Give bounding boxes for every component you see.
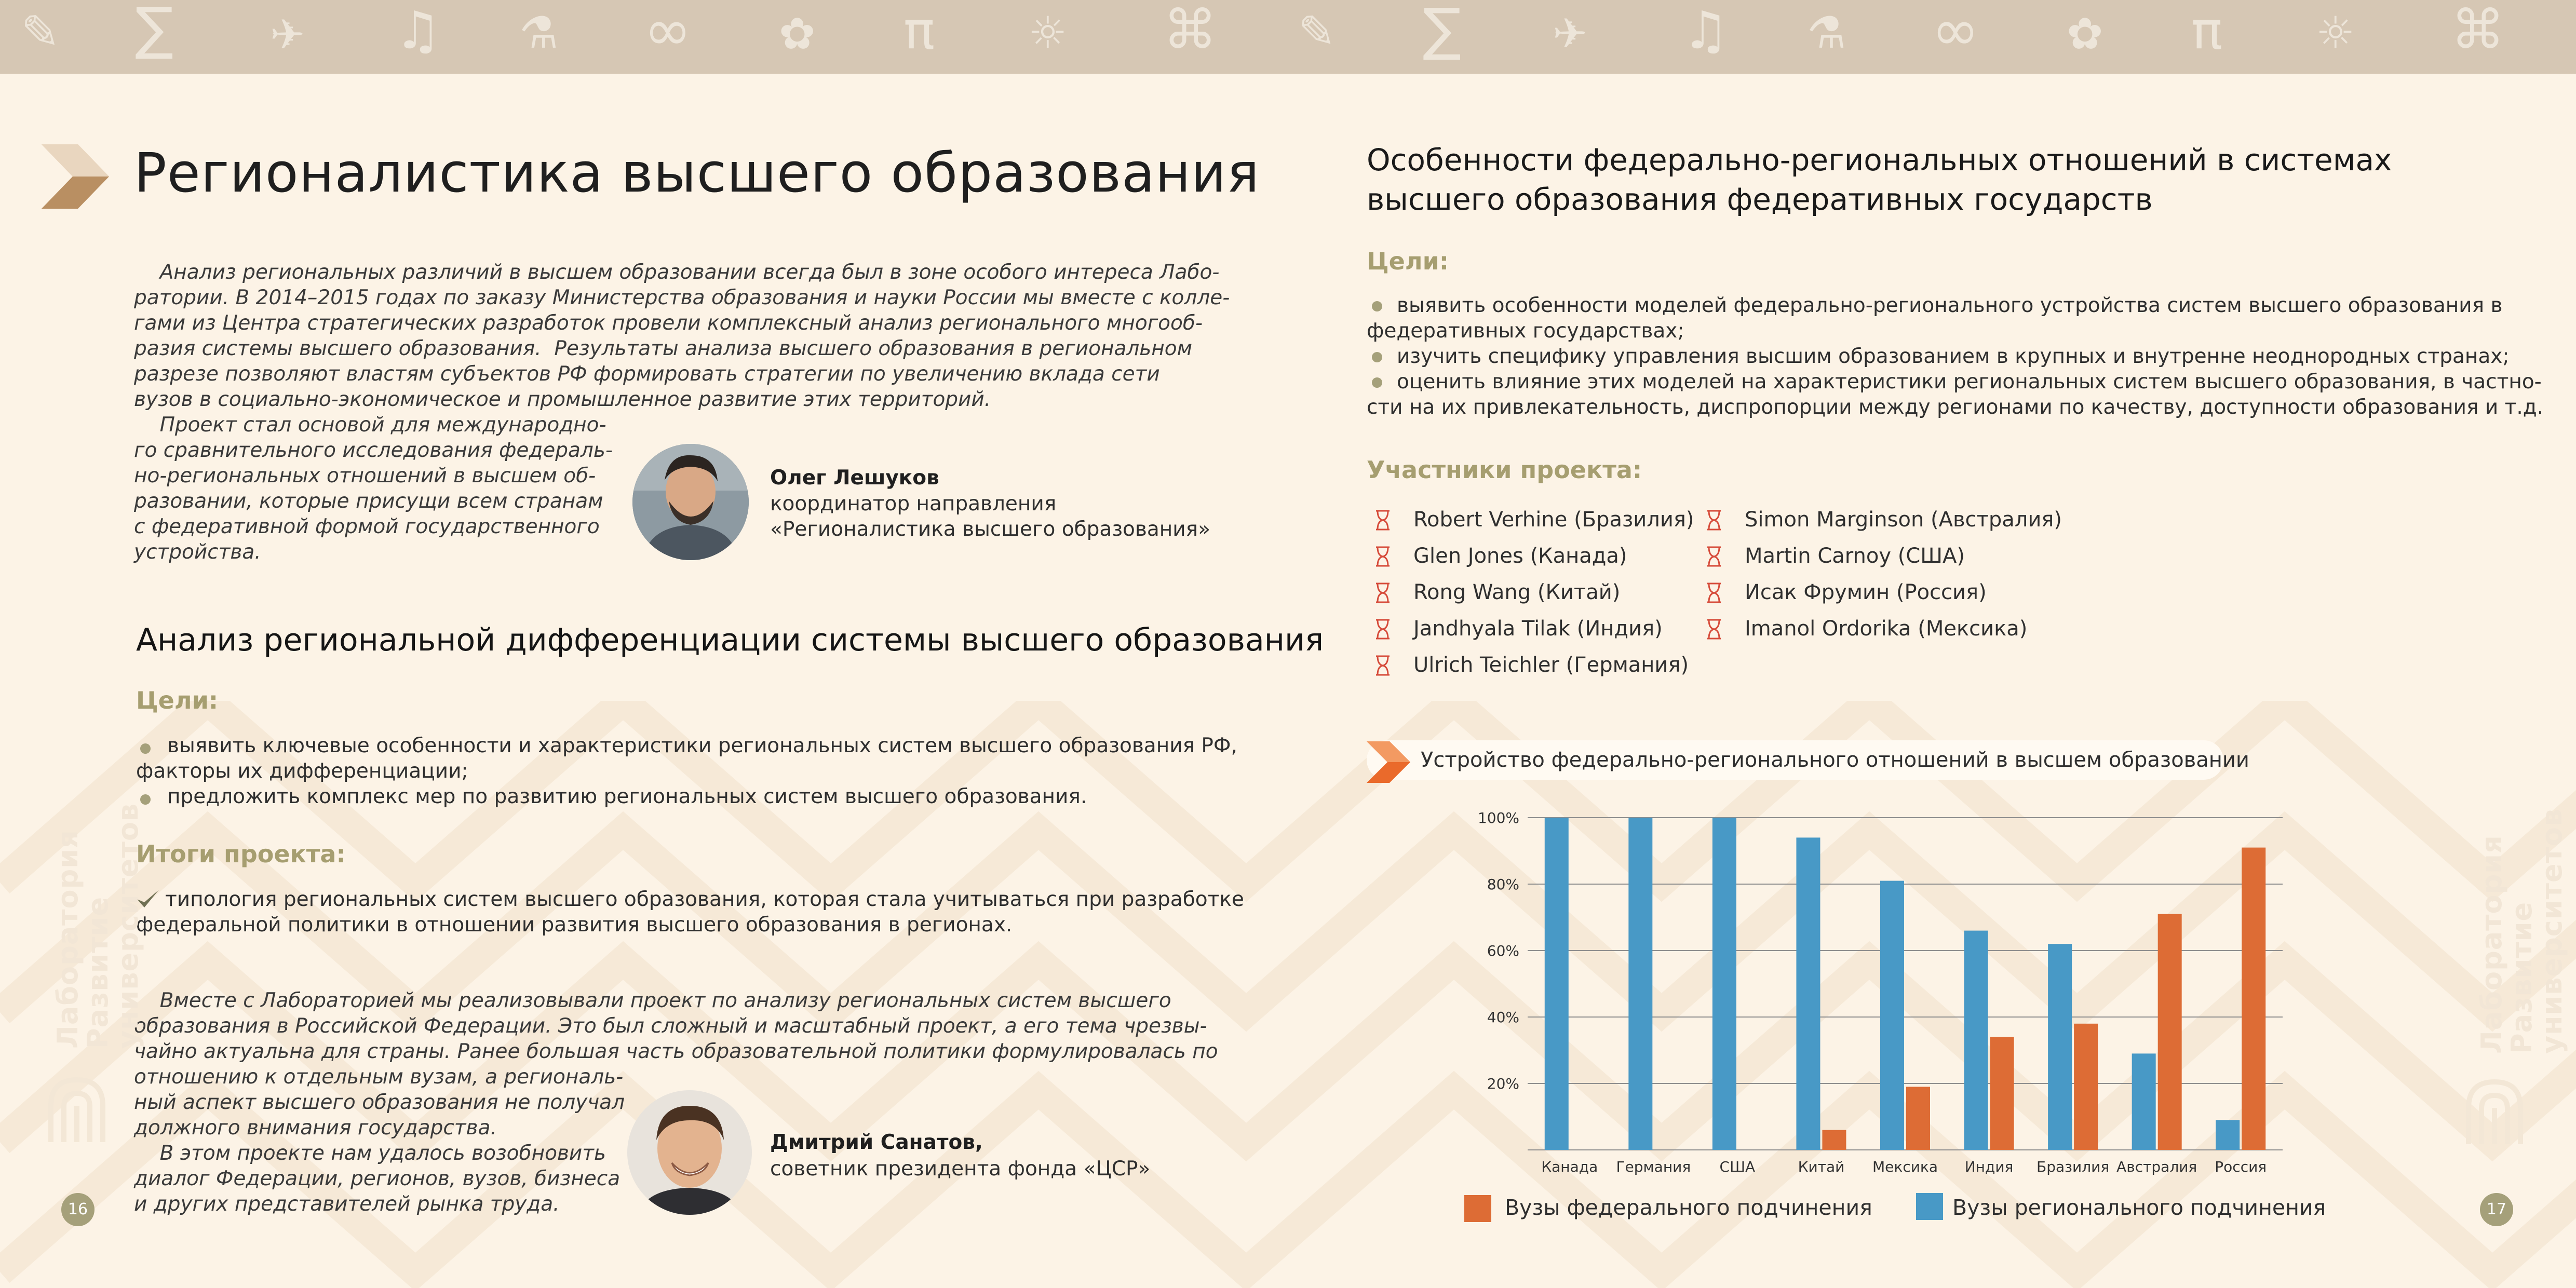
intro-line: разрезе позволяют властям субъектов РФ формировать стратегии по увеличению вклада сети (134, 362, 1160, 386)
participant-item: Jandhyala Tilak (Индия) (1413, 617, 1663, 641)
person-role: координатор направления (770, 492, 1057, 516)
doodle-icon: ☼ (1028, 7, 1068, 58)
goal-item: предложить комплекс мер по развитию региональных систем высшего образования. (167, 785, 1087, 808)
goals-label: Цели: (1367, 247, 1449, 275)
x-tick-label: Канада (1541, 1158, 1598, 1175)
x-tick-label: Индия (1964, 1158, 2014, 1175)
side-lab-label (53, 685, 143, 1049)
participant-item: Robert Verhine (Бразилия) (1413, 508, 1694, 532)
quote-line: В этом проекте нам удалось возобновить (134, 1142, 606, 1165)
intro-line: устройства. (134, 540, 261, 564)
side-label-line: Развитие университетов (2505, 808, 2568, 1054)
doodle-icon: ⚗ (519, 7, 559, 58)
x-tick-label: США (1719, 1158, 1756, 1175)
hourglass-icon (1705, 510, 1723, 531)
bar-regional (1712, 818, 1736, 1150)
participant-item: Imanol Ordorika (Мексика) (1745, 617, 2028, 641)
doodle-icon: π (2191, 0, 2223, 61)
doodle-icon: ∞ (1932, 0, 1979, 63)
person-role: советник президента фонда «ЦСР» (770, 1157, 1151, 1181)
quote-line: должного внимания государства. (134, 1116, 497, 1140)
quote-line: чайно актуальна для страны. Ранее большая часть образовательной политики формулировалась по (134, 1040, 1218, 1063)
x-tick-label: Китай (1798, 1158, 1845, 1175)
quote-line: Вместе с Лабораторией мы реализовывали проект по анализу региональных систем высшего (134, 989, 1171, 1012)
goal-item: федеративных государствах; (1367, 319, 1684, 343)
page-title: высшего образования федеративных государств (1367, 182, 2153, 217)
bar-regional (1964, 931, 1988, 1150)
quote-line: и других представителей рынка труда. (134, 1192, 560, 1216)
doodle-icon: ⌘ (1163, 0, 1217, 61)
doodle-icon: ∑ (1423, 0, 1462, 62)
quote-line: отношению к отдельным вузам, а региональ- (134, 1065, 624, 1089)
participant-item: Исак Фрумин (Россия) (1745, 580, 1987, 604)
bar-regional (2216, 1120, 2240, 1150)
bar-federal (1906, 1087, 1930, 1150)
doodle-icon: ✈ (270, 10, 305, 59)
participant-item: Simon Marginson (Австралия) (1745, 508, 2062, 532)
bar-regional (1628, 818, 1652, 1150)
x-tick-label: Бразилия (2036, 1158, 2110, 1175)
bar-regional (2132, 1053, 2156, 1150)
doodle-icon: ✿ (2067, 8, 2103, 59)
bar-regional (2048, 944, 2072, 1150)
hourglass-icon (1705, 619, 1723, 640)
x-tick-label: Германия (1616, 1158, 1691, 1175)
intro-line: вузов в социально-экономическое и промышленное развитие этих территорий. (134, 388, 991, 411)
results-label: Итоги проекта: (136, 840, 346, 868)
x-tick-label: Австралия (2116, 1158, 2197, 1175)
bar-regional (1796, 837, 1820, 1150)
doodle-icon: ∞ (644, 0, 692, 63)
intro-line: Проект стал основой для международно- (134, 413, 606, 437)
legend-label: Вузы регионального подчинения (1952, 1195, 2326, 1220)
bullet-icon (1372, 377, 1382, 388)
goal-item: изучить специфику управления высшим образованием в крупных и внутренне неоднородных странах; (1397, 345, 2510, 368)
doodle-icon: ♫ (395, 0, 441, 61)
side-label-line: Развитие университетов (82, 803, 144, 1049)
title-arrow-icon (42, 144, 109, 209)
intro-line: но-региональных отношений в высшем об- (134, 464, 596, 487)
person-role: «Регионалистика высшего образования» (770, 518, 1210, 541)
goal-item: выявить особенности моделей федерально-регионального устройства систем высшего образования в (1397, 294, 2503, 317)
person-name: Дмитрий Санатов, (770, 1131, 983, 1154)
intro-line: разия системы высшего образования. Результаты анализа высшего образования в региональном (134, 337, 1193, 360)
bar-federal (1822, 1130, 1846, 1150)
avatar (632, 444, 749, 560)
participant-item: Rong Wang (Китай) (1413, 580, 1621, 604)
doodle-icon: ☼ (2316, 7, 2355, 58)
y-tick-label: 80% (1487, 876, 1519, 893)
side-label-line: Лаборатория (2475, 835, 2508, 1054)
bullet-icon (1372, 301, 1382, 311)
goal-item: факторы их дифференциации; (136, 760, 468, 783)
bar-federal (1990, 1037, 2014, 1150)
doodle-icon: ✎ (21, 5, 60, 60)
doodle-icon: ✿ (779, 8, 816, 59)
y-tick-label: 60% (1487, 942, 1519, 959)
lab-logo-icon (2463, 1077, 2526, 1144)
bar-regional (1545, 818, 1569, 1150)
chart-heading: Устройство федерально-регионального отношений в высшем образовании (1421, 748, 2249, 772)
section-title: Анализ региональной дифференциации системы высшего образования (136, 622, 1324, 658)
chart-heading-arrow-icon (1367, 741, 1410, 783)
person-name: Олег Лешуков (770, 466, 939, 490)
legend-label: Вузы федерального подчинения (1505, 1195, 1872, 1220)
quote-line: образования в Российской Федерации. Это был сложный и масштабный проект, а его тема чрезвы- (134, 1014, 1207, 1038)
doodle-icon: ✎ (1298, 6, 1336, 58)
legend-swatch-federal (1464, 1195, 1491, 1222)
x-tick-label: Мексика (1872, 1158, 1938, 1175)
intro-line: го сравнительного исследования федераль- (134, 439, 613, 462)
lab-logo-icon (46, 1075, 108, 1142)
y-tick-label: 20% (1487, 1075, 1519, 1092)
intro-line: разовании, которые присущи всем странам (134, 490, 603, 513)
bar-federal (2242, 848, 2265, 1150)
side-lab-label (2477, 690, 2567, 1054)
avatar (627, 1090, 752, 1215)
goals-label: Цели: (136, 686, 219, 714)
doodle-icon: ∑ (135, 0, 174, 61)
quote-line: ный аспект высшего образования не получал (134, 1091, 625, 1114)
hourglass-icon (1374, 582, 1392, 603)
goal-item: выявить ключевые особенности и характеристики региональных систем высшего образования РФ, (167, 734, 1237, 757)
intro-line: с федеративной формой государственного (134, 515, 600, 538)
result-item: федеральной политики в отношении развития высшего образования в регионах. (136, 913, 1013, 937)
bar-regional (1880, 881, 1904, 1150)
y-tick-label: 100% (1477, 809, 1519, 826)
legend-swatch-regional (1916, 1193, 1943, 1220)
intro-line: Анализ региональных различий в высшем образовании всегда был в зоне особого интереса Лабо- (134, 261, 1220, 284)
doodle-icon: ♫ (1682, 0, 1729, 61)
quote-line: диалог Федерации, регионов, вузов, бизнеса (134, 1167, 621, 1190)
participant-item: Ulrich Teichler (Германия) (1413, 653, 1689, 677)
bar-chart (1444, 794, 2295, 1210)
bar-federal (2158, 914, 2182, 1150)
hourglass-icon (1374, 619, 1392, 640)
side-label-line: Лаборатория (51, 830, 84, 1049)
hourglass-icon (1374, 546, 1392, 567)
result-item: типология региональных систем высшего образования, которая стала учитываться при разработке (165, 888, 1244, 911)
page-title: Регионалистика высшего образования (134, 141, 1260, 205)
hourglass-icon (1374, 510, 1392, 531)
goal-item: сти на их привлекательность, диспропорции между регионами по качеству, доступности образования и т.д. (1367, 396, 2544, 419)
decorative-header-band (0, 0, 2576, 74)
hourglass-icon (1705, 546, 1723, 567)
page-title: Особенности федерально-региональных отношений в системах (1367, 142, 2392, 178)
intro-line: ратории. В 2014–2015 годах по заказу Министерства образования и науки России мы вместе с колле- (134, 286, 1230, 309)
doodle-icon: ⚗ (1807, 7, 1846, 58)
page-number: 17 (2480, 1193, 2513, 1226)
participants-label: Участники проекта: (1367, 456, 1642, 484)
goal-item: оценить влияние этих моделей на характеристики региональных систем высшего образования, в частно- (1397, 370, 2542, 394)
participant-item: Glen Jones (Канада) (1413, 544, 1627, 568)
intro-line: гами из Центра стратегических разработок провели комплексный анализ регионального многооб- (134, 311, 1203, 335)
bar-federal (2074, 1024, 2098, 1150)
participant-item: Martin Carnoy (США) (1745, 544, 1965, 568)
hourglass-icon (1374, 655, 1392, 676)
page-number: 16 (61, 1193, 95, 1226)
doodle-icon: ⌘ (2451, 0, 2505, 61)
y-tick-label: 40% (1487, 1009, 1519, 1026)
doodle-icon: ✈ (1553, 9, 1588, 58)
x-tick-label: Россия (2215, 1158, 2267, 1175)
bullet-icon (1372, 352, 1382, 362)
doodle-icon: π (903, 0, 935, 61)
hourglass-icon (1705, 582, 1723, 603)
